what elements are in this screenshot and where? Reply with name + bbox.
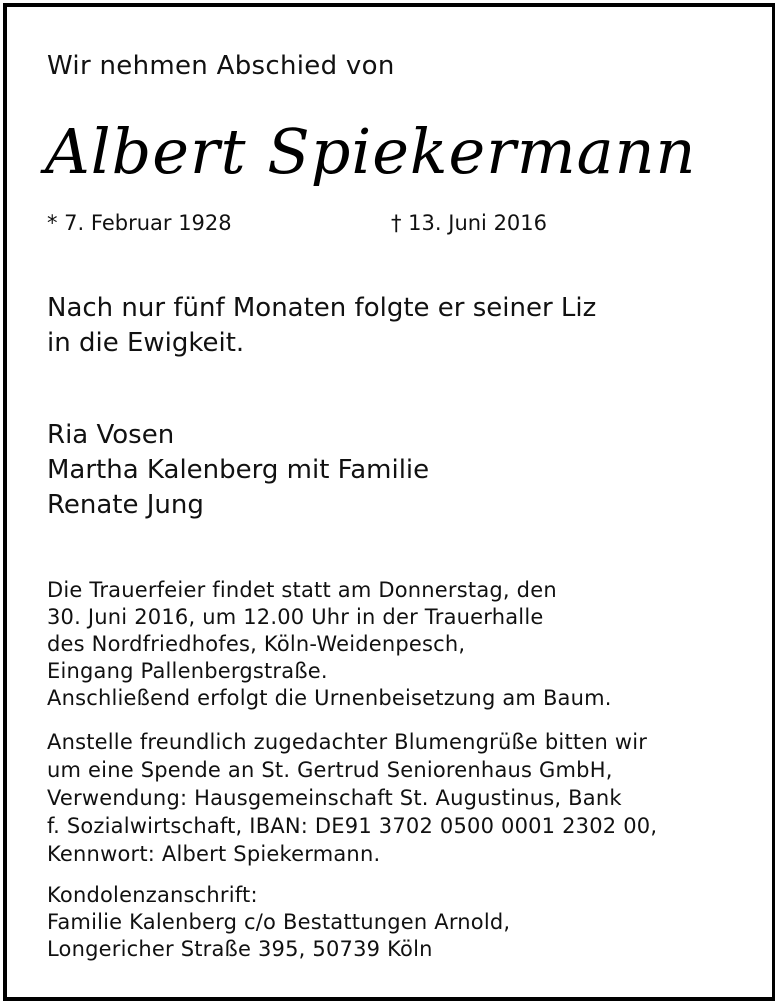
mourner-name: Ria Vosen xyxy=(47,420,175,450)
intro-text: Wir nehmen Abschied von xyxy=(47,51,395,81)
death-date: † 13. Juni 2016 xyxy=(391,211,548,235)
message-line: Nach nur fünf Monaten folgte er seiner Liz xyxy=(47,293,597,323)
birth-date: * 7. Februar 1928 xyxy=(47,211,232,235)
mourner-name: Renate Jung xyxy=(47,490,204,520)
ceremony-line: Die Trauerfeier findet statt am Donnerstag, den xyxy=(47,578,557,602)
condolence-line: Familie Kalenberg c/o Bestattungen Arnold, xyxy=(47,910,511,934)
life-dates xyxy=(47,211,548,235)
mourner-name: Martha Kalenberg mit Familie xyxy=(47,455,430,485)
deceased-name: Albert Spiekermann xyxy=(45,115,697,188)
ceremony-line: 30. Juni 2016, um 12.00 Uhr in der Trauerhalle xyxy=(47,605,544,629)
message-line: in die Ewigkeit. xyxy=(47,328,245,358)
donation-line: Anstelle freundlich zugedachter Blumengrüße bitten wir xyxy=(47,730,648,754)
ceremony-line: Eingang Pallenbergstraße. xyxy=(47,659,328,683)
ceremony-line: Anschließend erfolgt die Urnenbeisetzung am Baum. xyxy=(47,686,612,710)
donation-line: um eine Spende an St. Gertrud Seniorenhaus GmbH, xyxy=(47,758,613,782)
ceremony-line: des Nordfriedhofes, Köln-Weidenpesch, xyxy=(47,632,466,656)
donation-line: Verwendung: Hausgemeinschaft St. Augustinus, Bank xyxy=(47,786,622,810)
donation-line: f. Sozialwirtschaft, IBAN: DE91 3702 0500 0001 2302 00, xyxy=(47,814,658,838)
donation-line: Kennwort: Albert Spiekermann. xyxy=(47,842,381,866)
condolence-line: Longericher Straße 395, 50739 Köln xyxy=(47,937,433,961)
obituary-notice xyxy=(3,3,775,1001)
condolence-line: Kondolenzanschrift: xyxy=(47,883,258,907)
